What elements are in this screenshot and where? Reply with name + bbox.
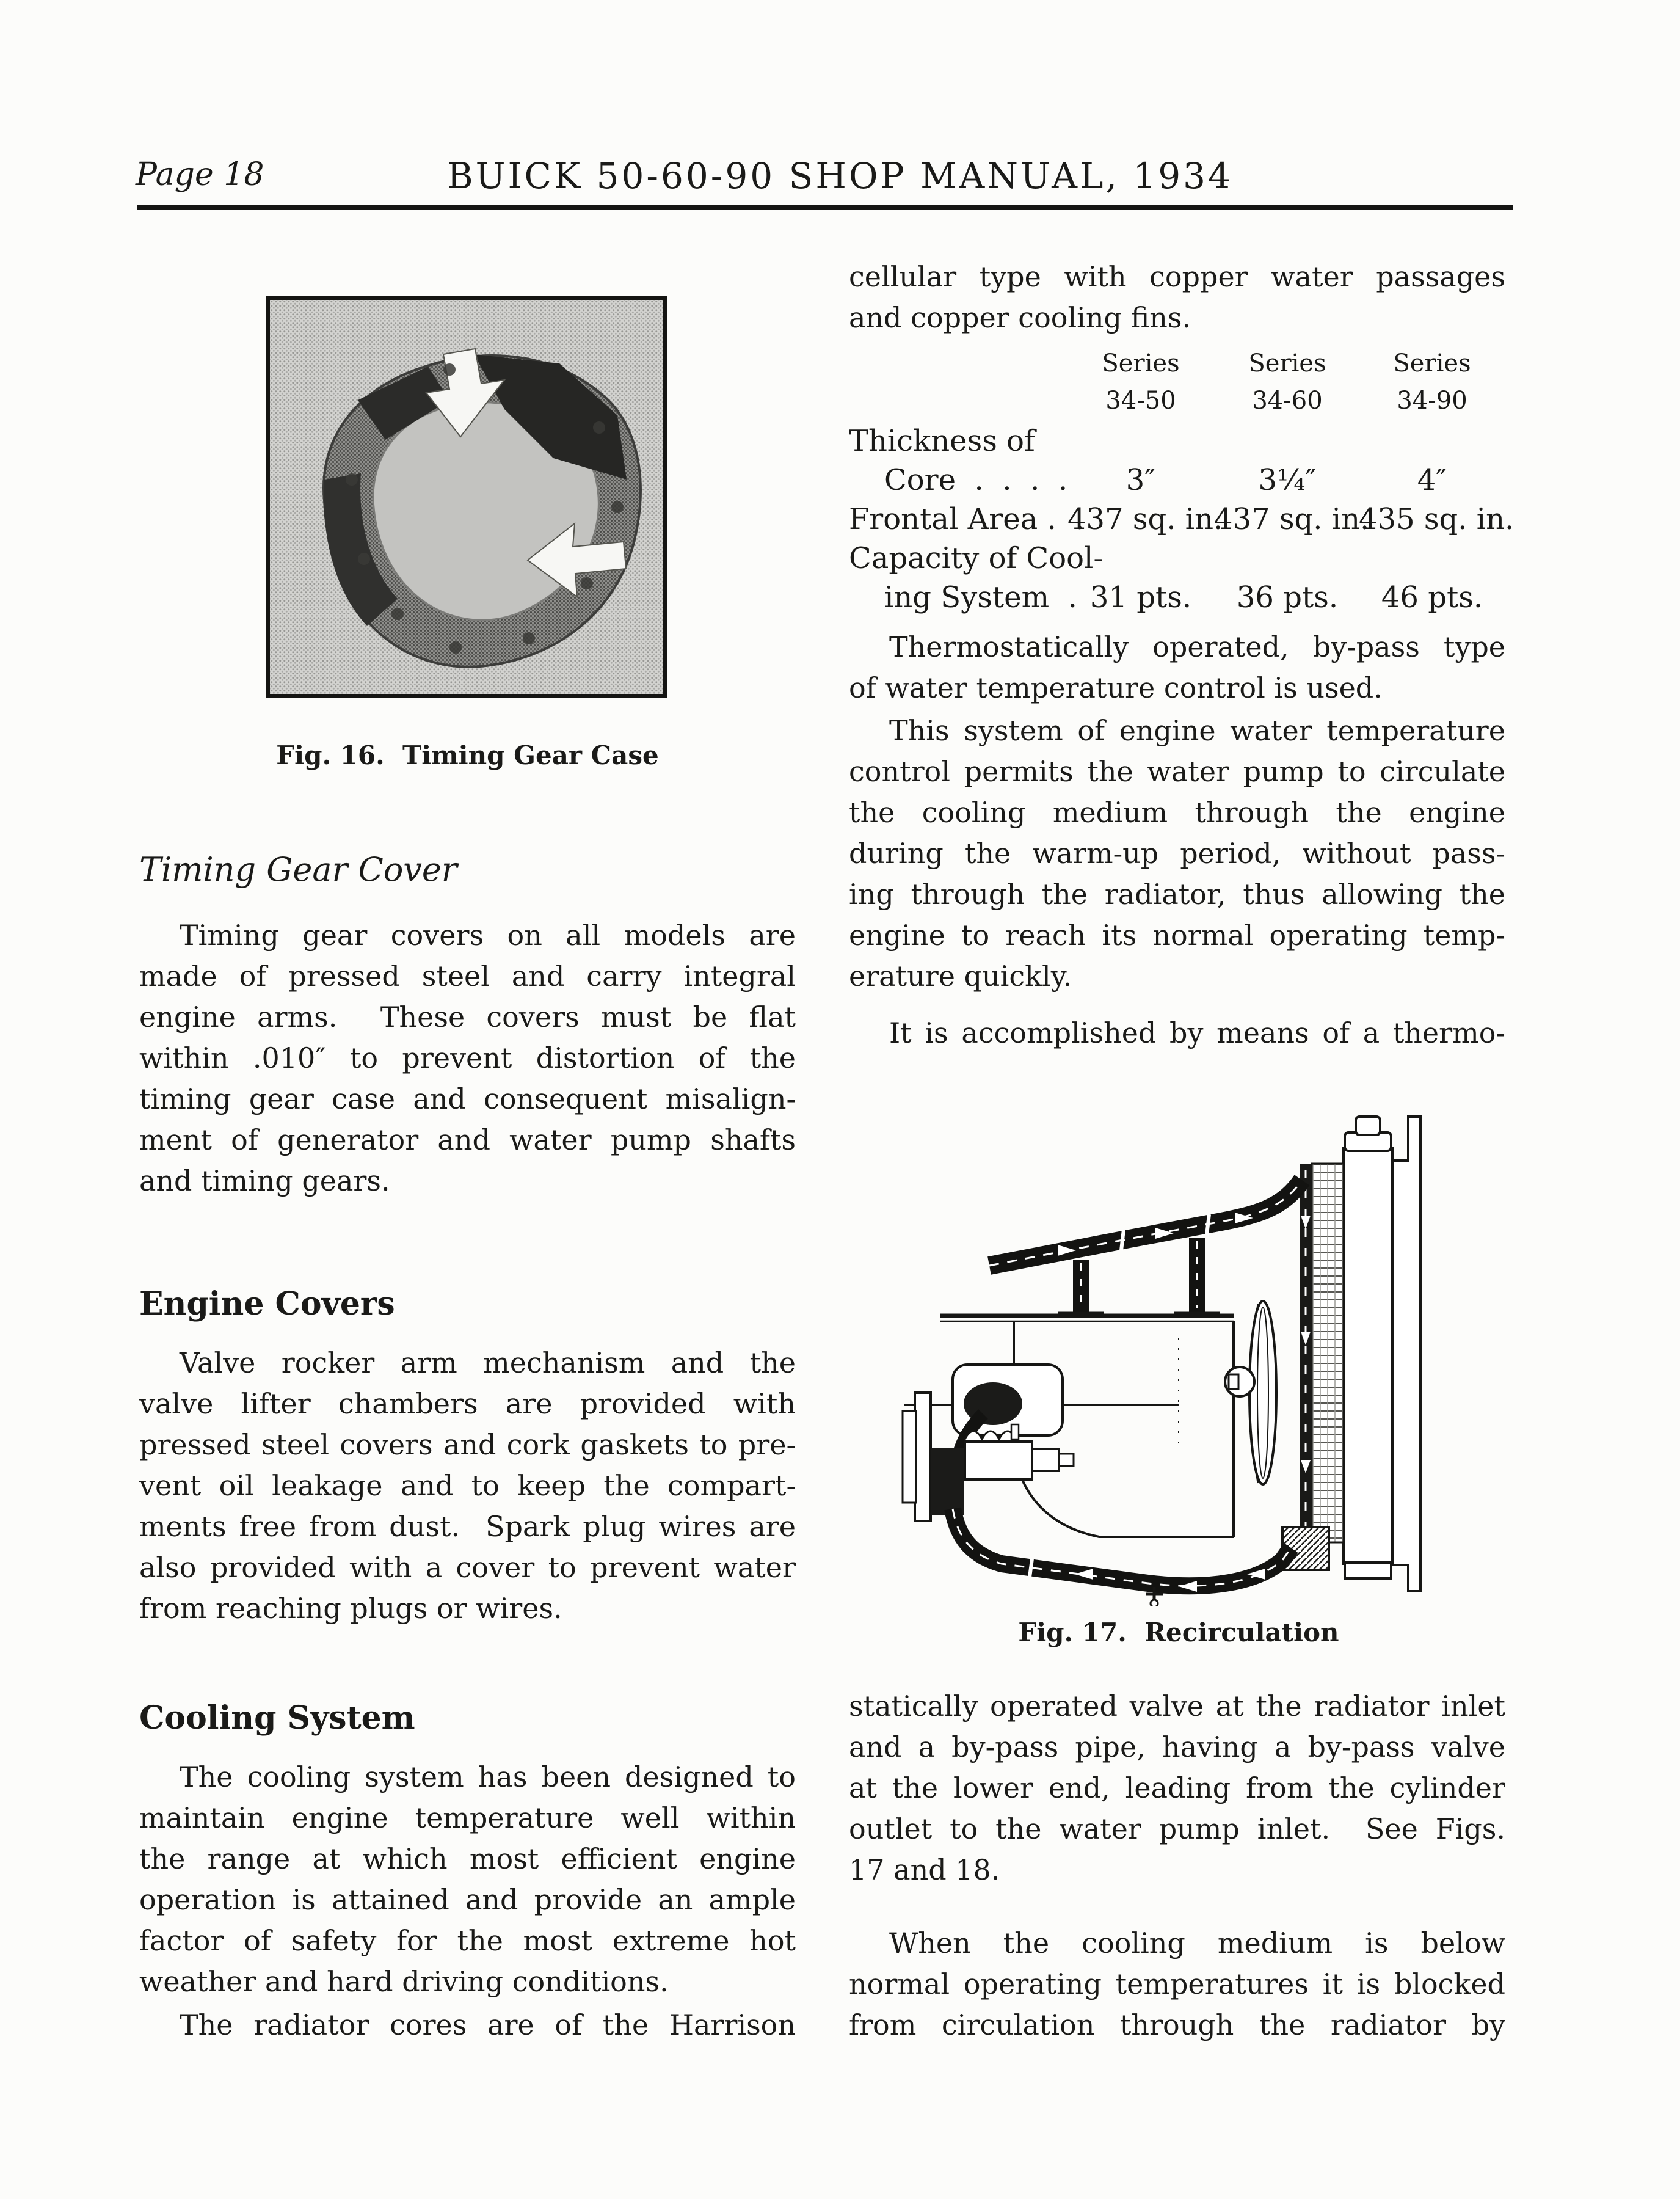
manual-title: BUICK 50-60-90 SHOP MANUAL, 1934 xyxy=(447,155,1233,197)
text-line: from reaching plugs or wires. xyxy=(139,1592,562,1625)
recirculation-diagram xyxy=(892,1106,1466,1606)
text-line: statically operated valve at the radiator inlet xyxy=(849,1690,1505,1723)
text-line: Timing gear covers on all models are xyxy=(180,919,796,952)
engine-covers-heading: Engine Covers xyxy=(139,1285,395,1322)
capacity-value-1: 31 pts. xyxy=(1089,580,1192,614)
frontal-value-3: 435 sq. in. xyxy=(1359,502,1515,536)
text-line: made of pressed steel and carry integral xyxy=(139,960,796,993)
cooling-spec-table xyxy=(849,349,1515,619)
table-row-frontal-area xyxy=(849,502,1515,541)
text-line: When the cooling medium is below xyxy=(889,1927,1505,1960)
text-line: Thermostatically operated, by-pass type xyxy=(889,630,1505,663)
timing-gear-case-photo xyxy=(266,296,667,698)
fig16-caption: Fig. 16. Timing Gear Case xyxy=(276,740,659,770)
timing-gear-cover-paragraph xyxy=(139,915,796,1202)
statically-paragraph xyxy=(849,1686,1505,1891)
frontal-area-label: Frontal Area . . xyxy=(849,502,1085,536)
text-line: Valve rocker arm mechanism and the xyxy=(180,1346,796,1379)
table-row-core xyxy=(849,463,1505,502)
text-line: 17 and 18. xyxy=(849,1853,1000,1886)
cooling-system-paragraph xyxy=(139,1757,796,2002)
hose-clamp xyxy=(1030,1559,1032,1577)
text-line: vent oil leakage and to keep the compart- xyxy=(139,1469,796,1502)
text-line: It is accomplished by means of a thermo- xyxy=(889,1016,1505,1049)
fig16-photo xyxy=(266,296,667,698)
core-label: Core . . . . xyxy=(884,463,1068,497)
text-line: maintain engine temperature well within xyxy=(139,1801,796,1834)
table-row-capacity-label xyxy=(849,541,1505,580)
text-line: pressed steel covers and cork gaskets to pre- xyxy=(139,1428,796,1461)
text-line: erature quickly. xyxy=(849,960,1072,993)
text-line: weather and hard driving conditions. xyxy=(139,1965,669,1998)
text-line: at the lower end, leading from the cylinder xyxy=(849,1771,1505,1804)
hose-clamp xyxy=(1121,1230,1124,1250)
thickness-label: Thickness of xyxy=(849,424,1035,458)
fig17-caption: Fig. 17. Recirculation xyxy=(1018,1617,1339,1647)
series-number-3: 34-90 xyxy=(1397,387,1467,415)
engine-covers-paragraph xyxy=(139,1343,796,1629)
text-line: the cooling medium through the engine xyxy=(849,796,1505,829)
text-line: of water temperature control is used. xyxy=(849,671,1383,704)
text-line: normal operating temperatures it is blocked xyxy=(849,1967,1505,2000)
text-line: outlet to the water pump inlet. See Figs. xyxy=(849,1812,1505,1845)
fig17-diagram xyxy=(892,1106,1466,1606)
text-line: valve lifter chambers are provided with xyxy=(139,1387,796,1420)
text-line: factor of safety for the most extreme hot xyxy=(139,1924,796,1957)
ing-system-label: ing System . xyxy=(884,580,1077,614)
text-line: also provided with a cover to prevent water xyxy=(139,1551,796,1584)
series-header-3: Series xyxy=(1393,349,1471,377)
capacity-value-2: 36 pts. xyxy=(1236,580,1339,614)
when-cooling-paragraph xyxy=(849,1923,1505,2046)
text-line: The cooling system has been designed to xyxy=(180,1760,796,1793)
core-value-2: 3¼″ xyxy=(1258,463,1317,497)
text-line: the range at which most efficient engine xyxy=(139,1842,796,1875)
system-paragraph xyxy=(849,710,1505,997)
frontal-value-1: 437 sq. in. xyxy=(1067,502,1223,536)
table-row-ing-system xyxy=(849,580,1505,619)
text-line: and copper cooling fins. xyxy=(849,301,1191,334)
text-line: control permits the water pump to circulate xyxy=(849,755,1505,788)
table-row-series-numbers xyxy=(849,387,1505,424)
capacity-value-3: 46 pts. xyxy=(1381,580,1483,614)
table-row-series xyxy=(849,349,1505,387)
core-value-1: 3″ xyxy=(1125,463,1156,497)
text-line: during the warm-up period, without pass- xyxy=(849,837,1505,870)
return-pipe xyxy=(953,1509,1291,1606)
text-line: timing gear case and consequent misalign- xyxy=(139,1082,796,1115)
thermostatically-paragraph xyxy=(849,627,1505,709)
series-number-1: 34-50 xyxy=(1105,387,1176,415)
outlet-pipe xyxy=(989,1180,1302,1266)
text-line: from circulation through the radiator by xyxy=(849,2008,1505,2041)
text-line: within .010″ to prevent distortion of the xyxy=(139,1041,796,1074)
hose-clamp xyxy=(1207,1214,1209,1235)
capacity-label: Capacity of Cool- xyxy=(849,541,1104,575)
text-line: engine arms. These covers must be flat xyxy=(139,1001,796,1034)
text-line: ments free from dust. Spark plug wires are xyxy=(139,1510,796,1543)
frontal-value-2: 437 sq. in. xyxy=(1214,502,1370,536)
page-number-label: Page 18 xyxy=(136,156,264,193)
text-line: ment of generator and water pump shafts xyxy=(139,1123,796,1156)
timing-gear-cover-heading: Timing Gear Cover xyxy=(139,850,457,889)
cellular-type-paragraph xyxy=(849,257,1505,338)
text-line: cellular type with copper water passages xyxy=(849,260,1505,293)
text-line: and timing gears. xyxy=(139,1164,390,1197)
series-header-2: Series xyxy=(1248,349,1326,377)
text-line: operation is attained and provide an ample xyxy=(139,1883,796,1916)
accomplished-paragraph xyxy=(849,1013,1505,1054)
series-number-2: 34-60 xyxy=(1252,387,1323,415)
cooling-system-heading: Cooling System xyxy=(139,1699,415,1737)
radiator-cores-paragraph xyxy=(139,2005,796,2046)
text-line: and a by-pass pipe, having a by-pass valve xyxy=(849,1730,1505,1763)
text-line: This system of engine water temperature xyxy=(889,714,1505,747)
text-line: engine to reach its normal operating temp- xyxy=(849,919,1505,952)
text-line: The radiator cores are of the Harrison xyxy=(180,2008,796,2041)
radiator-core xyxy=(1312,1164,1344,1542)
header-rule xyxy=(137,205,1513,210)
core-value-3: 4″ xyxy=(1417,463,1447,497)
table-row-thickness-label xyxy=(849,424,1505,463)
series-header-1: Series xyxy=(1102,349,1180,377)
text-line: ing through the radiator, thus allowing the xyxy=(849,878,1505,911)
